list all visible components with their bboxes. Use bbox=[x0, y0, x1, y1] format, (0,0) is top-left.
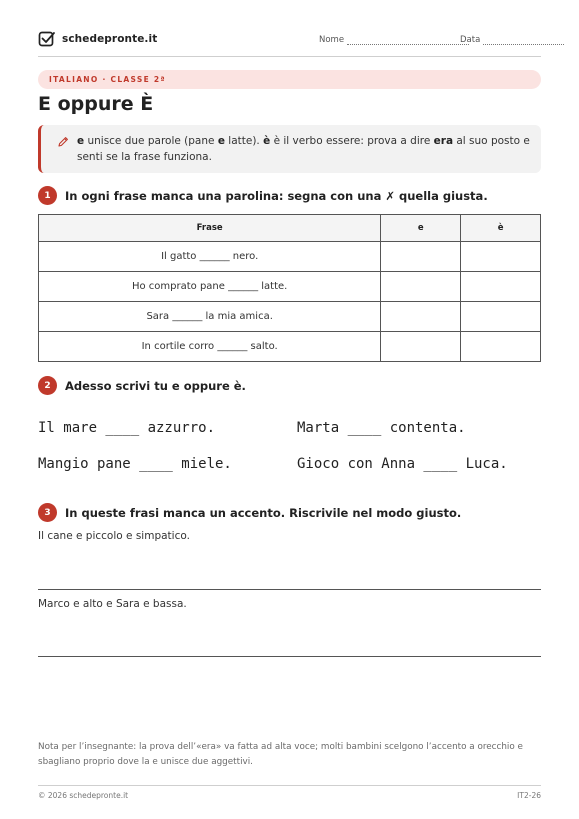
rule-text bbox=[77, 133, 537, 165]
rule-text-part: è il verbo essere: prova a dire bbox=[270, 135, 434, 147]
exercise-number-badge: 3 bbox=[38, 503, 57, 522]
footer-copyright: © 2026 schedepronte.it bbox=[38, 791, 129, 800]
page-footer bbox=[38, 785, 541, 800]
wrong-sentence: Marco e alto e Sara e bassa. bbox=[38, 598, 187, 610]
exercise-2-header bbox=[38, 376, 246, 395]
site-logo bbox=[38, 30, 157, 48]
subject-bar bbox=[38, 70, 541, 89]
answer-cell-è[interactable] bbox=[461, 332, 541, 362]
rule-text-part: unisce due parole (pane bbox=[84, 135, 218, 147]
sentence-cell: In cortile corro ______ salto. bbox=[39, 332, 381, 362]
sentence-cell: Sara ______ la mia amica. bbox=[39, 302, 381, 332]
date-dotted-line[interactable] bbox=[483, 36, 564, 45]
date-field[interactable] bbox=[460, 35, 564, 45]
table-header-row bbox=[39, 215, 541, 242]
rule-text-part: latte). bbox=[224, 135, 264, 147]
column-header-è: è bbox=[461, 215, 541, 242]
instruction-part: quella giusta. bbox=[394, 188, 488, 203]
rule-word-e: e bbox=[77, 135, 85, 147]
site-name: schedepronte.it bbox=[62, 33, 158, 45]
page-header bbox=[38, 28, 541, 57]
rule-word-era: era bbox=[433, 135, 454, 147]
exercise-2-instruction: Adesso scrivi tu e oppure è. bbox=[65, 378, 246, 393]
fill-sentence[interactable]: Gioco con Anna ____ Luca. bbox=[297, 456, 508, 472]
wrong-sentence: Il cane e piccolo e simpatico. bbox=[38, 530, 190, 542]
name-dotted-line[interactable] bbox=[347, 36, 469, 45]
teacher-note: Nota per l’insegnante: la prova dell’«era» va fatta ad alta voce; molti bambini scelgono l’accento a orecchio e sbagliano proprio dove la e unisce due aggettivi. bbox=[38, 742, 523, 767]
rule-word-è: è bbox=[263, 135, 271, 147]
instruction-part: In ogni frase manca una parolina: segna con una bbox=[65, 188, 386, 203]
checkbox-logo-icon bbox=[38, 30, 56, 48]
pencil-icon bbox=[57, 136, 69, 148]
name-field[interactable] bbox=[319, 35, 469, 45]
column-header-frase: Frase bbox=[39, 215, 381, 242]
answer-write-line[interactable] bbox=[38, 656, 541, 657]
rule-box bbox=[38, 125, 541, 173]
page-title: E oppure È bbox=[38, 93, 154, 115]
answer-cell-è[interactable] bbox=[461, 302, 541, 332]
column-header-e: e bbox=[381, 215, 461, 242]
sentence-cell: Ho comprato pane ______ latte. bbox=[39, 272, 381, 302]
answer-cell-e[interactable] bbox=[381, 332, 461, 362]
answer-cell-è[interactable] bbox=[461, 272, 541, 302]
fill-sentence[interactable]: Mangio pane ____ miele. bbox=[38, 456, 232, 472]
exercise-3-instruction: In queste frasi manca un accento. Riscrivile nel modo giusto. bbox=[65, 505, 462, 520]
name-label: Nome bbox=[319, 35, 345, 45]
exercise-1-instruction bbox=[65, 189, 488, 203]
answer-write-line[interactable] bbox=[38, 589, 541, 590]
table-row bbox=[39, 242, 541, 272]
subject-label: ITALIANO · CLASSE 2ª bbox=[49, 75, 166, 84]
fill-sentence[interactable]: Marta ____ contenta. bbox=[297, 420, 466, 436]
exercise-1-header bbox=[38, 186, 488, 205]
exercise-number-badge: 2 bbox=[38, 376, 57, 395]
table-row bbox=[39, 272, 541, 302]
answer-cell-e[interactable] bbox=[381, 302, 461, 332]
cross-mark-icon: ✗ bbox=[385, 188, 395, 203]
sentence-cell: Il gatto ______ nero. bbox=[39, 242, 381, 272]
rule-word-e: e bbox=[217, 135, 225, 147]
exercise-1-table bbox=[38, 214, 541, 362]
exercise-3-header bbox=[38, 503, 461, 522]
answer-cell-è[interactable] bbox=[461, 242, 541, 272]
date-label: Data bbox=[460, 35, 481, 45]
table-row bbox=[39, 332, 541, 362]
rule-text-part: al suo posto e senti se la frase funziona. bbox=[77, 135, 530, 163]
fill-sentence[interactable]: Il mare ____ azzurro. bbox=[38, 420, 216, 436]
answer-cell-e[interactable] bbox=[381, 242, 461, 272]
table-row bbox=[39, 302, 541, 332]
answer-cell-e[interactable] bbox=[381, 272, 461, 302]
footer-code: IT2-26 bbox=[517, 791, 541, 800]
exercise-number-badge: 1 bbox=[38, 186, 57, 205]
